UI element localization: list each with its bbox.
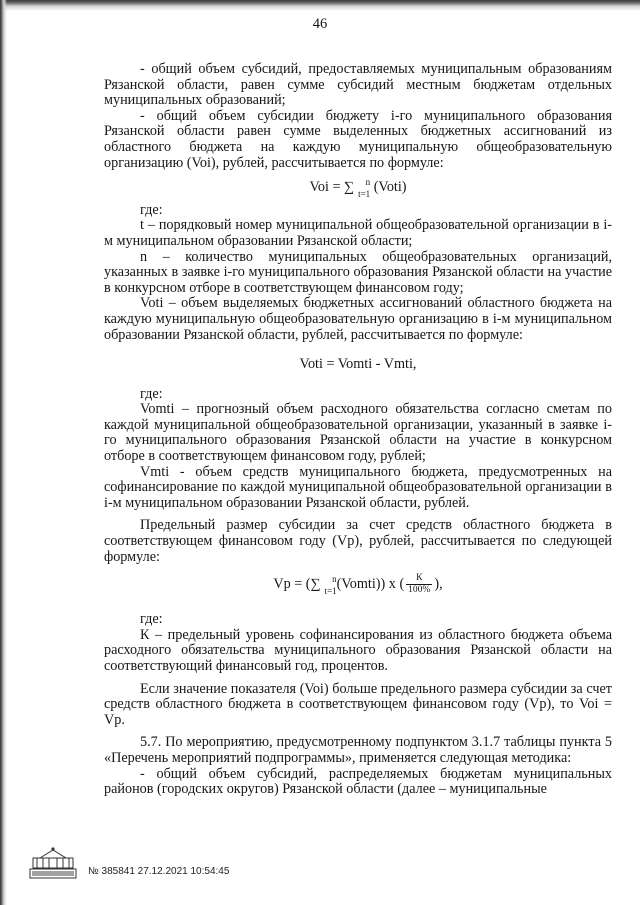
formula-vp-lhs: Vp = (: [273, 575, 311, 592]
formula-voti: Voti = Vomti - Vmti,: [299, 356, 417, 373]
formula-vp: [104, 573, 612, 596]
where-label: где:: [140, 611, 163, 628]
sum-lower-limit: t=1: [324, 585, 337, 596]
definition-t: t – порядковый номер муниципальной общеобразовательной организации в i-м муниципальном образовании Рязанской области;: [104, 217, 612, 249]
paragraph-condition: Если значение показателя (Voi) больше предельного размера субсидии за счет средств областного бюджета в соответствующем финансовом году (Vp), то Voi = Vp.: [104, 680, 612, 728]
fraction-numerator: К: [416, 573, 423, 584]
sum-operator: ∑ n t=1: [344, 177, 371, 199]
paragraph-5-7: 5.7. По мероприятию, предусмотренному подпунктом 3.1.7 таблицы пункта 5 «Перечень мероприятий подпрограммы», применяется следующая методика:: [104, 734, 612, 766]
definition-vomti: Vomti – прогнозный объем расходного обязательства согласно сметам по каждой муниципальной общеобразовательной организации, указанный в заявке i-го муниципального образования Рязанской области на участие в конкурсном отборе в соответствующем финансовом году, рублей;: [104, 401, 612, 465]
paragraph-distributed-subsidies: - общий объем субсидий, распределяемых бюджетам муниципальных районов (городских округов) Рязанской области (далее – муниципальные: [104, 765, 612, 798]
government-emblem-stamp: [28, 846, 78, 880]
page-number: 46: [312, 16, 328, 32]
scan-edge-top: [0, 0, 640, 14]
where-label: где:: [140, 201, 163, 218]
sum-upper-limit: n: [365, 177, 371, 188]
fraction: [406, 573, 432, 596]
definition-k: К – предельный уровень софинансирования из областного бюджета объема расходного обязательства муниципального образования Рязанской области на соответствующий финансовый год, процентов.: [104, 626, 612, 674]
definition-n: n – количество муниципальных общеобразовательных организаций, указанных в заявке i-го муниципального образования Рязанской области на участие в конкурсном отборе в соответствующем финансовом году;: [104, 248, 612, 296]
sum-upper-limit: n: [332, 573, 337, 584]
formula-vp-arg: (Vomti)) x (: [336, 575, 405, 592]
sum-operator: ∑ n t=1: [310, 573, 337, 596]
paragraph-subsidy-i: - общий объем субсидии бюджету i-го муниципального образования Рязанской области равен сумме выделенных бюджетных ассигнований из областного бюджета на каждую муниципальную общеобразовательную организацию (Voi), рублей, рассчитывается по формуле:: [104, 107, 612, 171]
document-body: [104, 62, 612, 798]
where-label: где:: [140, 385, 163, 402]
paragraph-max-subsidy: Предельный размер субсидии за счет средств областного бюджета в соответствующем финансовом году (Vp), рублей, рассчитывается по следующей формуле:: [104, 517, 612, 565]
formula-voi: [104, 177, 612, 199]
fraction-denominator: 100%: [408, 585, 431, 596]
paragraph-total-subsidies: - общий объем субсидий, предоставляемых муниципальным образованиям Рязанской области, равен сумме субсидий местным бюджетам отдельных муниципальных образований;: [104, 61, 612, 109]
registration-stamp: № 385841 27.12.2021 10:54:45: [88, 866, 230, 877]
formula-vp-tail: ),: [434, 575, 443, 592]
formula-voi-arg: (Voti): [370, 179, 407, 196]
definition-vmti: Vmti - объем средств муниципального бюджета, предусмотренных на софинансирование по каждой муниципальной общеобразовательной организации в i-м муниципальном образовании Рязанской области, рублей.: [104, 463, 612, 511]
sum-lower-limit: t=1: [358, 188, 371, 199]
scan-edge-left: [0, 0, 7, 905]
formula-voi-lhs: Voi =: [309, 179, 345, 196]
definition-voti: Voti – объем выделяемых бюджетных ассигнований областного бюджета на каждую муниципальную общеобразовательную организацию в i-м муниципальном образовании Рязанской области, рублей, рассчитывается по формуле:: [104, 295, 612, 343]
